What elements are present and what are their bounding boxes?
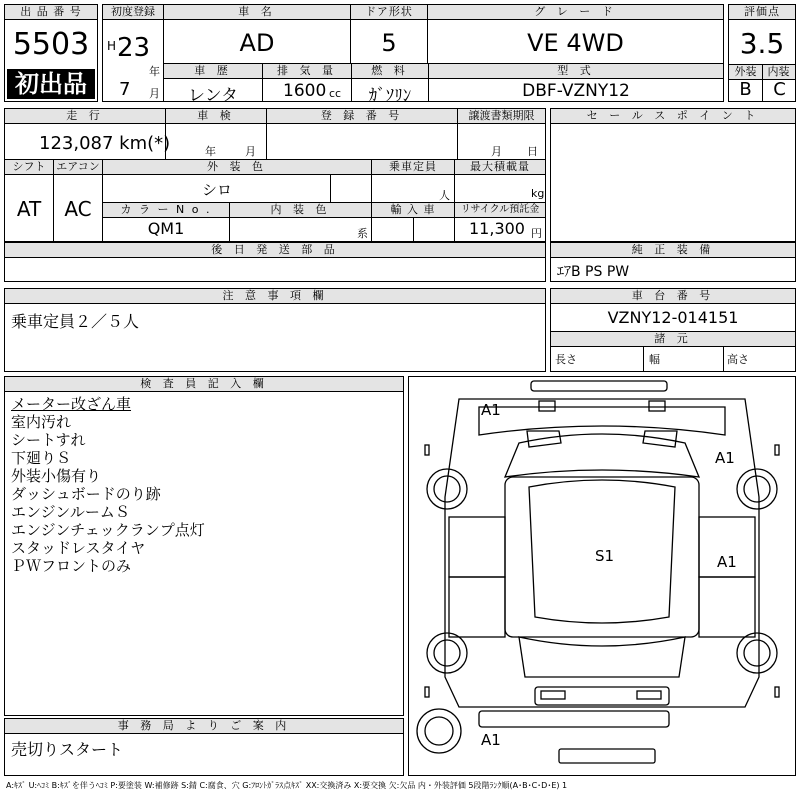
aircon-label: エアコン [54, 160, 102, 175]
transfer-day-unit: 日 [527, 145, 538, 158]
damage-mark: S1 [595, 547, 615, 565]
insp-year-unit: 年 [205, 145, 216, 158]
chassis-value: VZNY12-014151 [607, 308, 739, 327]
length-label: 長さ [555, 353, 577, 366]
fuel-value: ｶﾞｿﾘﾝ [368, 86, 412, 106]
later-parts-label: 後 日 発 送 部 品 [5, 243, 545, 258]
equipment-box [550, 242, 796, 282]
color-no-label: カ ラ ー N o . [103, 203, 229, 218]
ext-label: 外装 [729, 65, 762, 80]
capacity-unit: 人 [439, 189, 450, 202]
lot-label: 出 品 番 号 [5, 5, 97, 20]
insp-month-unit: 月 [245, 145, 256, 158]
caution-box [4, 288, 546, 372]
exterior-color-value: シロ [201, 181, 232, 199]
spec-label: 諸 元 [551, 331, 795, 347]
damage-mark: A1 [715, 449, 735, 467]
ext-score: B [739, 79, 752, 100]
score-value: 3.5 [739, 27, 785, 60]
displacement-label: 排 気 量 [263, 64, 351, 79]
recycle-unit: 円 [531, 227, 542, 240]
sales-points-box [550, 108, 796, 242]
model-value: DBF-VZNY12 [522, 81, 630, 101]
inspector-note: 下廻りＳ [11, 449, 72, 467]
history-value: レンタ [188, 86, 238, 106]
capacity-label: 乗車定員 [372, 160, 454, 175]
inspector-note: エンジンルームＳ [11, 503, 130, 521]
lot-box [4, 4, 98, 102]
color-no-value: QM1 [147, 219, 185, 238]
model-label: 型 式 [429, 64, 723, 79]
car-name-value: AD [239, 29, 275, 57]
damage-mark: A1 [481, 731, 501, 749]
max-load-unit: kg [531, 187, 545, 200]
office-box [4, 718, 404, 776]
max-load-label: 最大積載量 [455, 160, 545, 175]
first-reg-label: 初度登録 [103, 5, 163, 20]
sales-points-label: セ ー ル ス ポ イ ン ト [551, 109, 795, 124]
chassis-label: 車 台 番 号 [551, 289, 795, 304]
year-unit: 年 [149, 65, 160, 78]
grade-value: VE 4WD [527, 29, 624, 57]
inspector-note: ダッシュボードのり跡 [11, 485, 161, 503]
int-label: 内装 [762, 65, 795, 80]
caution-label: 注 意 事 項 欄 [5, 289, 545, 304]
mileage-value: 123,087 km(*) [39, 133, 171, 154]
height-label: 高さ [727, 353, 749, 366]
mileage-label: 走 行 [5, 109, 165, 124]
shift-value: AT [16, 197, 42, 221]
width-label: 幅 [649, 353, 660, 366]
inspection-label: 車 検 [166, 109, 266, 124]
chassis-box [550, 288, 796, 372]
import-label: 輸 入 車 [372, 203, 454, 218]
score-label: 評価点 [729, 5, 795, 20]
first-reg-year: 23 [117, 33, 151, 63]
later-parts-box [4, 242, 546, 282]
exterior-color-label: 外 装 色 [103, 160, 371, 175]
inspector-note: ＰＷフロントのみ [11, 557, 132, 575]
aircon-value: AC [64, 197, 92, 221]
lot-number: 5503 [12, 27, 90, 62]
grade-label: グ レ ー ド [428, 5, 723, 20]
displacement-value: 1600 [283, 81, 327, 101]
car-name-label: 車 名 [164, 5, 350, 20]
transfer-month-unit: 月 [491, 145, 502, 158]
inspector-note: 室内汚れ [11, 413, 72, 431]
interior-color-unit: 系 [357, 227, 368, 240]
damage-mark: A1 [481, 401, 501, 419]
office-value: 売切りスタート [11, 740, 124, 759]
recycle-value: 11,300 [469, 219, 525, 238]
inspector-note: シートすれ [11, 431, 86, 449]
transfer-label: 譲渡書類期限 [458, 109, 545, 124]
doors-label: ドア形状 [351, 5, 427, 20]
first-listing-badge: 初出品 [7, 69, 95, 99]
header-table [102, 4, 724, 106]
displacement-unit: cc [329, 87, 342, 100]
interior-color-label: 内 装 色 [230, 203, 371, 218]
legend: A:ｷｽﾞ U:ﾍｺﾐ B:ｷｽﾞを伴うﾍｺﾐ P:要塗装 W:補修跡 S:錆 C:腐食、穴 G:ﾌﾛﾝﾄｶﾞﾗｽ点ｷｽﾞ XX:交換済み X:要交換 欠:欠品 内・外装評価 5段階ﾗﾝｸ順(A･B･C･D･E) 1 [6, 781, 568, 790]
era: H [107, 39, 117, 53]
equipment-label: 純 正 装 備 [551, 243, 795, 258]
caution-value: 乗車定員２／５人 [11, 312, 140, 331]
equipment-value: ｴｱB PS PW [557, 264, 630, 280]
office-label: 事 務 局 よ り ご 案 内 [5, 719, 403, 734]
fuel-label: 燃 料 [352, 64, 428, 79]
inspector-note: エンジンチェックランプ点灯 [11, 521, 205, 539]
inspector-note: メーター改ざん車 [11, 395, 132, 413]
int-score: C [773, 79, 786, 100]
inspector-box [4, 376, 404, 716]
registration-label: 登 録 番 号 [267, 109, 457, 124]
doors-value: 5 [381, 29, 397, 57]
detail-table [4, 108, 546, 242]
damage-mark: A1 [717, 553, 737, 571]
inspector-label: 検 査 員 記 入 欄 [5, 377, 403, 392]
inspector-note: スタッドレスタイヤ [11, 539, 146, 557]
car-diagram [408, 376, 796, 776]
first-reg-month: 7 [119, 79, 131, 100]
month-unit: 月 [149, 87, 160, 100]
inspector-note: 外装小傷有り [11, 467, 102, 485]
history-label: 車 歴 [164, 64, 262, 79]
score-box [728, 4, 796, 102]
shift-label: シフト [5, 160, 53, 175]
recycle-label: リサイクル預託金 [455, 203, 545, 218]
